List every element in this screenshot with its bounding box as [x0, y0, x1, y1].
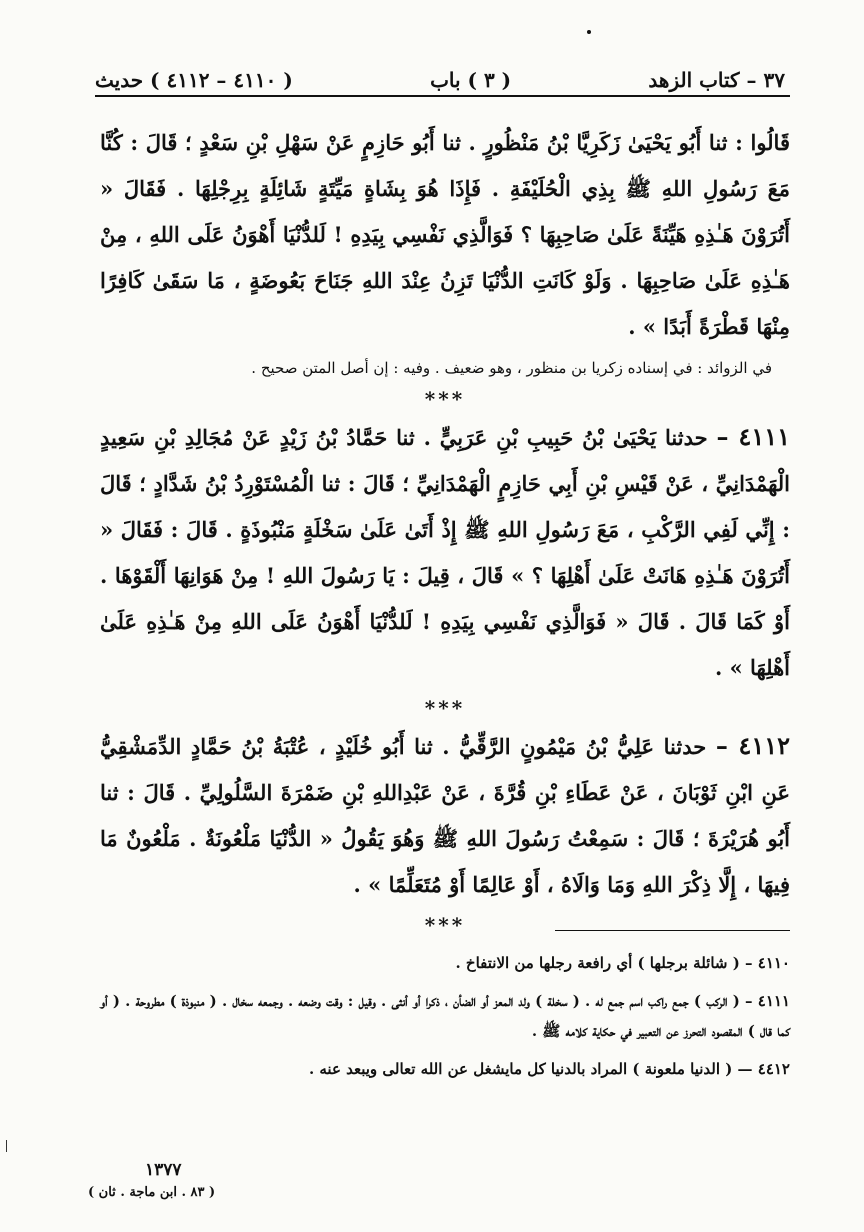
haddathana-label: حدثنا	[663, 734, 707, 759]
footnotes	[100, 948, 790, 1092]
hadith-4111	[100, 414, 790, 691]
hadith-text: عَلِيُّ بْنُ مَيْمُونٍ الرَّقِّيُّ . ثنا أَبُو خُلَيْدٍ ، عُتْبَةُ بْنُ حَمَّادٍ الدِّمَشْقِيُّ عَنِ ابْنِ ثَوْبَانَ ، عَنْ عَطَاءِ بْنِ قُرَّةَ ، عَنْ عَبْدِاللهِ بْنِ ضَمْرَةَ السَّلُولِيِّ . قَالَ : ثنا أَبُو هُرَيْرَةَ ؛ قَالَ : سَمِعْتُ رَسُولَ اللهِ ﷺ وَهُوَ يَقُولُ « الدُّنْيَا مَلْعُونَةٌ . مَلْعُونٌ مَا فِيهَا ، إِلَّا ذِكْرَ اللهِ وَمَا وَالَاهُ ، أَوْ عَالِمًا أَوْ مُتَعَلِّمًا » .	[100, 734, 790, 897]
running-header	[95, 58, 785, 92]
header-rule	[95, 95, 790, 97]
main-text	[100, 120, 790, 940]
section-separator: ***	[424, 913, 466, 937]
footnote-4110: ٤١١٠ – ( شائلة برجلها ) أي رافعة رجلها من الانتفاخ .	[455, 954, 790, 972]
footnote-rule	[555, 930, 790, 931]
header-book-title: ٣٧ – كتاب الزهد	[648, 68, 785, 92]
hadith-4110-continuation: قَالُوا : ثنا أَبُو يَحْيَىٰ زَكَرِيَّا بْنُ مَنْظُورٍ . ثنا أَبُو حَازِمٍ عَنْ سَهْلِ بْنِ سَعْدٍ ؛ قَالَ : كُنَّا مَعَ رَسُولِ اللهِ ﷺ بِذِي الْحُلَيْفَةِ . فَإِذَا هُوَ بِشَاةٍ مَيِّتَةٍ شَائِلَةٍ بِرِجْلِهَا . فَقَالَ « أَتُرَوْنَ هَـٰذِهِ هَيِّنَةً عَلَىٰ صَاحِبِهَا ؟ فَوَالَّذِي نَفْسِي بِيَدِهِ ! لَلدُّنْيَا أَهْوَنُ عَلَى اللهِ ، مِنْ هَـٰذِهِ عَلَىٰ صَاحِبِهَا . وَلَوْ كَانَتِ الدُّنْيَا تَزِنُ عِنْدَ اللهِ جَنَاحَ بَعُوضَةٍ ، مَا سَقَىٰ كَافِرًا مِنْهَا قَطْرَةً أَبَدًا » .	[100, 130, 790, 339]
section-separator: ***	[424, 696, 466, 720]
haddathana-label: حدثنا	[664, 425, 708, 450]
section-separator: ***	[424, 387, 466, 411]
page-number: ١٣٧٧	[145, 1160, 182, 1180]
zawaid-note: في الزوائد : في إسناده زكريا بن منظور ، وهو ضعيف . وفيه : إن أصل المتن صحيح .	[251, 359, 772, 377]
ink-dot	[587, 30, 591, 34]
hadith-number: ٤١١١ –	[716, 422, 790, 451]
print-signature: ( ٨٣ . ابن ماجة . ثان )	[88, 1185, 216, 1200]
header-chapter: ( ٣ ) باب	[430, 68, 512, 92]
header-hadith-range: ( ٤١١٠ – ٤١١٢ ) حديث	[95, 68, 293, 92]
hadith-number: ٤١١٢ –	[715, 731, 791, 760]
margin-mark	[6, 1140, 7, 1152]
hadith-4112	[100, 723, 790, 908]
footnote-4111: ٤١١١ – ( الركب ) جمع راكب اسم جمع له . ( سخلة ) ولد المعز أو الضأن ، ذكرا أو أنثى . وقيل : وقت وضعه . وجمعه سخال . ( منبوذة ) مطروحة . ( أو كما قال ) المقصود التحرز عن التعبير في حكاية كلامه ﷺ .	[100, 992, 790, 1040]
footnote-4112: ٤٤١٢ — ( الدنيا ملعونة ) المراد بالدنيا كل مايشغل عن الله تعالى ويبعد عنه .	[308, 1060, 790, 1078]
hadith-text: يَحْيَىٰ بْنُ حَبِيبِ بْنِ عَرَبِيٍّ . ثنا حَمَّادُ بْنُ زَيْدٍ عَنْ مُجَالِدِ بْنِ سَعِيدٍ الْهَمْدَانِيِّ ، عَنْ قَيْسِ بْنِ أَبِي حَازِمٍ الْهَمْدَانِيِّ ؛ قَالَ : ثنا الْمُسْتَوْرِدُ بْنُ شَدَّادٍ ؛ قَالَ : إِنِّي لَفِي الرَّكْبِ ، مَعَ رَسُولِ اللهِ ﷺ إِذْ أَتَىٰ عَلَىٰ سَخْلَةٍ مَنْبُوذَةٍ . قَالَ : فَقَالَ « أَتُرَوْنَ هَـٰذِهِ هَانَتْ عَلَىٰ أَهْلِهَا ؟ » قَالَ ، قِيلَ : يَا رَسُولَ اللهِ ! مِنْ هَوَانِهَا أَلْقَوْهَا . أَوْ كَمَا قَالَ . قَالَ « فَوَالَّذِي نَفْسِي بِيَدِهِ ! لَلدُّنْيَا أَهْوَنُ عَلَى اللهِ مِنْ هَـٰذِهِ عَلَىٰ أَهْلِهَا » .	[100, 425, 790, 680]
